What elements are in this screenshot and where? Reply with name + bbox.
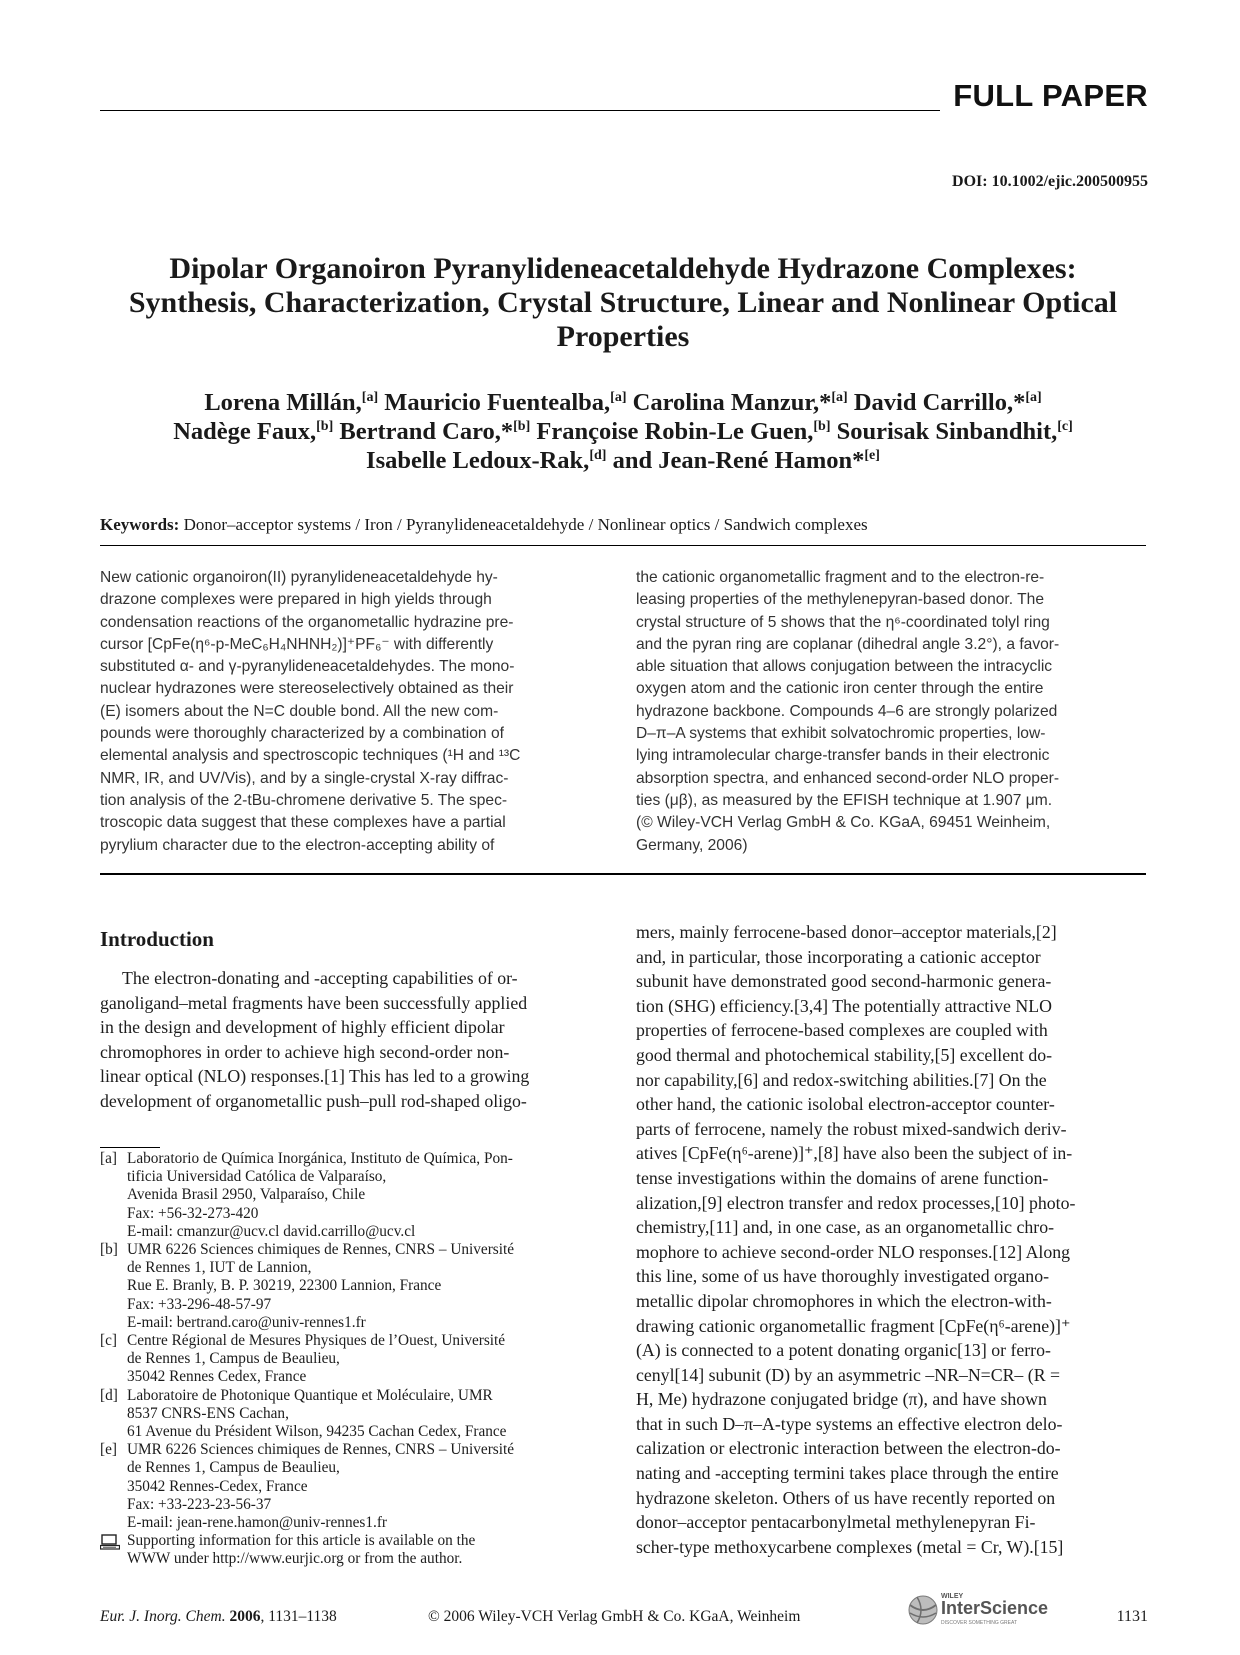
supporting-info (100, 1532, 612, 1568)
abstract-line: hydrazone backbone. Compounds 4–6 are strongly polarized (636, 702, 1058, 720)
affiliation-line: Laboratorio de Química Inorgánica, Instituto de Química, Pon- (127, 1150, 513, 1167)
body-line: properties of ferrocene-based complexes are coupled with (636, 1020, 1048, 1041)
body-line: donor–acceptor pentacarbonylmetal methylenepyran Fi- (636, 1512, 1036, 1533)
abstract-line: crystal structure of 5 shows that the η⁶-coordinated tolyl ring (636, 613, 1050, 631)
affiliation-line: Fax: +33-296-48-57-97 (127, 1295, 272, 1313)
body-line: and, in particular, those incorporating a cationic acceptor (636, 946, 1041, 967)
body-line: parts of ferrocene, namely the robust mixed-sandwich deriv- (636, 1118, 1067, 1139)
affiliation-label: [e] (100, 1441, 117, 1459)
affiliation-mark: [c] (1057, 418, 1073, 434)
body-line: calization or electronic interaction between the electron-do- (636, 1438, 1061, 1459)
affiliation-mark: [a] (831, 389, 848, 405)
body-line: atives [CpFe(η⁶-arene)]⁺,[8] have also been the subject of in- (636, 1143, 1073, 1164)
abstract-line: (E) isomers about the N=C double bond. All the new com- (100, 702, 499, 720)
body-line: scher-type methoxycarbene complexes (metal = Cr, W).[15] (636, 1536, 1064, 1557)
body-line: that in such D–π–A-type systems an effective electron delo- (636, 1413, 1063, 1434)
affiliation-line: Laboratoire de Photonique Quantique et Moléculaire, UMR (127, 1386, 493, 1404)
body-line: nating and -accepting termini takes place through the entire (636, 1463, 1059, 1484)
affiliation-mark: [a] (361, 389, 379, 405)
abstract-line: the cationic organometallic fragment and to the electron-re- (636, 569, 1045, 586)
affiliation-line: de Rennes 1, Campus de Beaulieu, (127, 1350, 340, 1368)
body-line: development of organometallic push–pull rod-shaped oligo- (100, 1090, 527, 1111)
intro-right-column (636, 920, 1148, 1559)
author-name: Lorena Millán, (204, 389, 362, 416)
affiliation-d (100, 1387, 612, 1442)
title-line: Properties (556, 320, 690, 353)
title-line: Synthesis, Characterization, Crystal Structure, Linear and Nonlinear Optical (128, 286, 1118, 319)
body-line: hydrazone skeleton. Others of us have recently reported on (636, 1487, 1056, 1508)
author-name: and Jean-René Hamon* (612, 447, 865, 474)
affiliation-mark: [a] (1025, 389, 1042, 405)
body-line: (A) is connected to a potent donating organic[13] or ferro- (636, 1340, 1051, 1361)
author-name: Mauricio Fuentealba, (384, 389, 611, 416)
author-name: Sourisak Sinbandhit, (836, 418, 1058, 445)
affiliation-b (100, 1241, 612, 1332)
abstract-line: New cationic organoiron(II) pyranylideneacetaldehyde hy- (100, 569, 498, 586)
affiliations (100, 1150, 612, 1569)
affiliation-line: de Rennes 1, Campus de Beaulieu, (127, 1459, 340, 1477)
body-line: cenyl[14] subunit (D) by an asymmetric –NR–N=CR– (R = (636, 1364, 1061, 1385)
supporting-line: Supporting information for this article is available on the (127, 1532, 476, 1550)
supporting-link[interactable]: WWW under http://www.eurjic.org or from the author. (127, 1550, 463, 1568)
author-list (100, 388, 1146, 475)
keywords-label: Keywords: (100, 515, 180, 534)
affiliation-mark: [b] (316, 418, 334, 434)
affiliation-line: 61 Avenue du Président Wilson, 94235 Cachan Cedex, France (127, 1423, 507, 1441)
body-line: in the design and development of highly efficient dipolar (100, 1017, 505, 1038)
body-line: subunit have demonstrated good second-harmonic genera- (636, 971, 1052, 992)
body-line: metallic dipolar chromophores in which the electron-with- (636, 1290, 1052, 1311)
abstract-rule (100, 873, 1146, 875)
abstract-line: absorption spectra, and enhanced second-order NLO proper- (636, 769, 1060, 787)
journal-citation (100, 1608, 337, 1626)
body-line: The electron-donating and -accepting capabilities of or- (122, 968, 518, 988)
abstract-line: oxygen atom and the cationic iron center through the entire (636, 680, 1044, 698)
affiliation-line: de Rennes 1, IUT de Lannion, (127, 1259, 312, 1277)
logo-tagline: DISCOVER SOMETHING GREAT (941, 1620, 1018, 1626)
author-name: David Carrillo,* (853, 389, 1026, 416)
abstract-line: D–π–A systems that exhibit solvatochromic properties, low- (636, 725, 1046, 743)
affiliation-email[interactable]: E-mail: jean-rene.hamon@univ-rennes1.fr (127, 1514, 388, 1532)
title-line: Dipolar Organoiron Pyranylideneacetaldehyde Hydrazone Complexes: (169, 252, 1077, 285)
affiliation-line: 35042 Rennes Cedex, France (127, 1368, 307, 1386)
affiliation-mark: [b] (513, 418, 531, 434)
abstract-line: tion analysis of the 2-tBu-chromene derivative 5. The spec- (100, 791, 508, 809)
affiliation-mark: [e] (864, 447, 880, 463)
keywords-rule (100, 545, 1146, 546)
doi: DOI: 10.1002/ejic.200500955 (952, 173, 1148, 190)
journal-name: Eur. J. Inorg. Chem. (100, 1608, 226, 1625)
affiliation-mark: [b] (813, 418, 831, 434)
affiliation-line: UMR 6226 Sciences chimiques de Rennes, CNRS – Université (127, 1241, 515, 1259)
affiliation-a (100, 1150, 612, 1241)
journal-year: 2006 (229, 1608, 261, 1625)
body-line: good thermal and photochemical stability,[5] excellent do- (636, 1044, 1053, 1065)
section-label: FULL PAPER (953, 78, 1148, 113)
body-line: chemistry,[11] and, in one case, as an organometallic chro- (636, 1217, 1055, 1238)
abstract-line: drazone complexes were prepared in high yields through (100, 591, 492, 609)
affiliation-mark: [d] (589, 447, 607, 463)
author-name: Bertrand Caro,* (339, 418, 514, 445)
author-line (100, 388, 1146, 417)
body-line: drawing cationic organometallic fragment [CpFe(η⁶-arene)]⁺ (636, 1315, 1071, 1336)
abstract-line: able situation that allows conjugation between the intracyclic (636, 658, 1053, 676)
author-name: Françoise Robin-Le Guen, (536, 418, 814, 445)
header-rule (100, 110, 940, 111)
affiliation-line: Fax: +33-223-23-56-37 (127, 1495, 272, 1513)
body-line: tense investigations within the domains of arene function- (636, 1167, 1049, 1188)
interscience-logo (905, 1589, 1065, 1627)
affiliation-line: 35042 Rennes-Cedex, France (127, 1477, 308, 1495)
abstract-line: condensation reactions of the organometallic hydrazine pre- (100, 613, 514, 631)
abstract-line: Germany, 2006) (636, 836, 748, 854)
body-line: ganoligand–metal fragments have been successfully applied (100, 992, 528, 1013)
affiliation-line: tificia Universidad Católica de Valparaíso, (127, 1168, 387, 1186)
body-line: mophore to achieve second-order NLO responses.[12] Along (636, 1241, 1071, 1262)
abstract-line: pounds were thoroughly characterized by a combination of (100, 725, 504, 743)
abstract-line: and the pyran ring are coplanar (dihedral angle 3.2°), a favor- (636, 635, 1060, 653)
body-line: chromophores in order to achieve high second-order non- (100, 1041, 510, 1062)
affiliation-line: Fax: +56-32-273-420 (127, 1204, 259, 1222)
globe-icon (909, 1596, 937, 1624)
paper-title (100, 252, 1146, 354)
body-line: alization,[9] electron transfer and redox processes,[10] photo- (636, 1192, 1076, 1213)
computer-icon (100, 1532, 127, 1568)
abstract-line: troscopic data suggest that these complexes have a partial (100, 814, 506, 832)
author-line (100, 417, 1146, 446)
body-line: H, Me) hydrazone conjugated bridge (π), and have shown (636, 1389, 1047, 1410)
intro-left-column (100, 966, 612, 1114)
journal-pages: , 1131–1138 (260, 1608, 337, 1625)
affiliation-label: [d] (100, 1386, 118, 1404)
affiliation-label: [a] (100, 1150, 117, 1167)
affiliation-line: Avenida Brasil 2950, Valparaíso, Chile (127, 1186, 366, 1204)
author-line (100, 446, 1146, 475)
logo-small-text: WILEY (941, 1593, 964, 1600)
footnote-rule (100, 1147, 160, 1148)
affiliation-e (100, 1441, 612, 1532)
abstract-line: leasing properties of the methylenepyran-based donor. The (636, 591, 1045, 609)
abstract-line: nuclear hydrazones were stereoselectively obtained as their (100, 680, 514, 698)
abstract-line: elemental analysis and spectroscopic techniques (¹H and ¹³C (100, 747, 521, 765)
body-line: this line, some of us have thoroughly investigated organo- (636, 1266, 1050, 1287)
affiliation-email[interactable]: E-mail: cmanzur@ucv.cl david.carrillo@ucv.cl (127, 1222, 416, 1240)
logo-text: InterScience (941, 1598, 1049, 1618)
abstract-right (636, 567, 1148, 857)
abstract-line: ties (μβ), as measured by the EFISH technique at 1.907 μm. (636, 791, 1053, 809)
section-heading: Introduction (100, 927, 214, 951)
body-line: nor capability,[6] and redox-switching abilities.[7] On the (636, 1069, 1047, 1090)
keywords (100, 515, 1146, 535)
abstract-line: (© Wiley-VCH Verlag GmbH & Co. KGaA, 69451 Weinheim, (636, 814, 1051, 832)
affiliation-mark: [a] (610, 389, 627, 405)
affiliation-line: Centre Régional de Mesures Physiques de l’Ouest, Université (127, 1332, 506, 1350)
affiliation-c (100, 1332, 612, 1387)
affiliation-label: [b] (100, 1241, 118, 1259)
abstract-line: pyrylium character due to the electron-accepting ability of (100, 836, 495, 854)
abstract-left (100, 567, 612, 857)
author-name: Nadège Faux, (173, 418, 317, 445)
body-line: other hand, the cationic isolobal electron-acceptor counter- (636, 1094, 1055, 1115)
affiliation-label: [c] (100, 1332, 117, 1350)
affiliation-line: Rue E. Branly, B. P. 30219, 22300 Lannion, France (127, 1277, 442, 1295)
keywords-text: Donor–acceptor systems / Iron / Pyranylideneacetaldehyde / Nonlinear optics / Sandwich complexes (183, 515, 868, 534)
body-line: linear optical (NLO) responses.[1] This has led to a growing (100, 1066, 530, 1087)
author-name: Isabelle Ledoux-Rak, (366, 447, 590, 474)
abstract-line: NMR, IR, and UV/Vis), and by a single-crystal X-ray diffrac- (100, 769, 509, 787)
body-line: mers, mainly ferrocene-based donor–acceptor materials,[2] (636, 922, 1057, 942)
affiliation-line: 8537 CNRS-ENS Cachan, (127, 1404, 289, 1422)
author-name: Carolina Manzur,* (632, 389, 832, 416)
affiliation-line: UMR 6226 Sciences chimiques de Rennes, CNRS – Université (127, 1441, 515, 1459)
affiliation-email[interactable]: E-mail: bertrand.caro@univ-rennes1.fr (127, 1313, 366, 1331)
abstract-line: cursor [CpFe(η⁶-p-MeC₆H₄NHNH₂)]⁺PF₆⁻ with differently (100, 635, 494, 653)
page-number: 1131 (1116, 1608, 1148, 1625)
footer-copyright: © 2006 Wiley-VCH Verlag GmbH & Co. KGaA, Weinheim (428, 1608, 801, 1625)
abstract-line: substituted α- and γ-pyranylideneacetaldehydes. The mono- (100, 658, 515, 676)
body-line: tion (SHG) efficiency.[3,4] The potentially attractive NLO (636, 995, 1052, 1016)
abstract-line: lying intramolecular charge-transfer bands in their electronic (636, 747, 1050, 765)
